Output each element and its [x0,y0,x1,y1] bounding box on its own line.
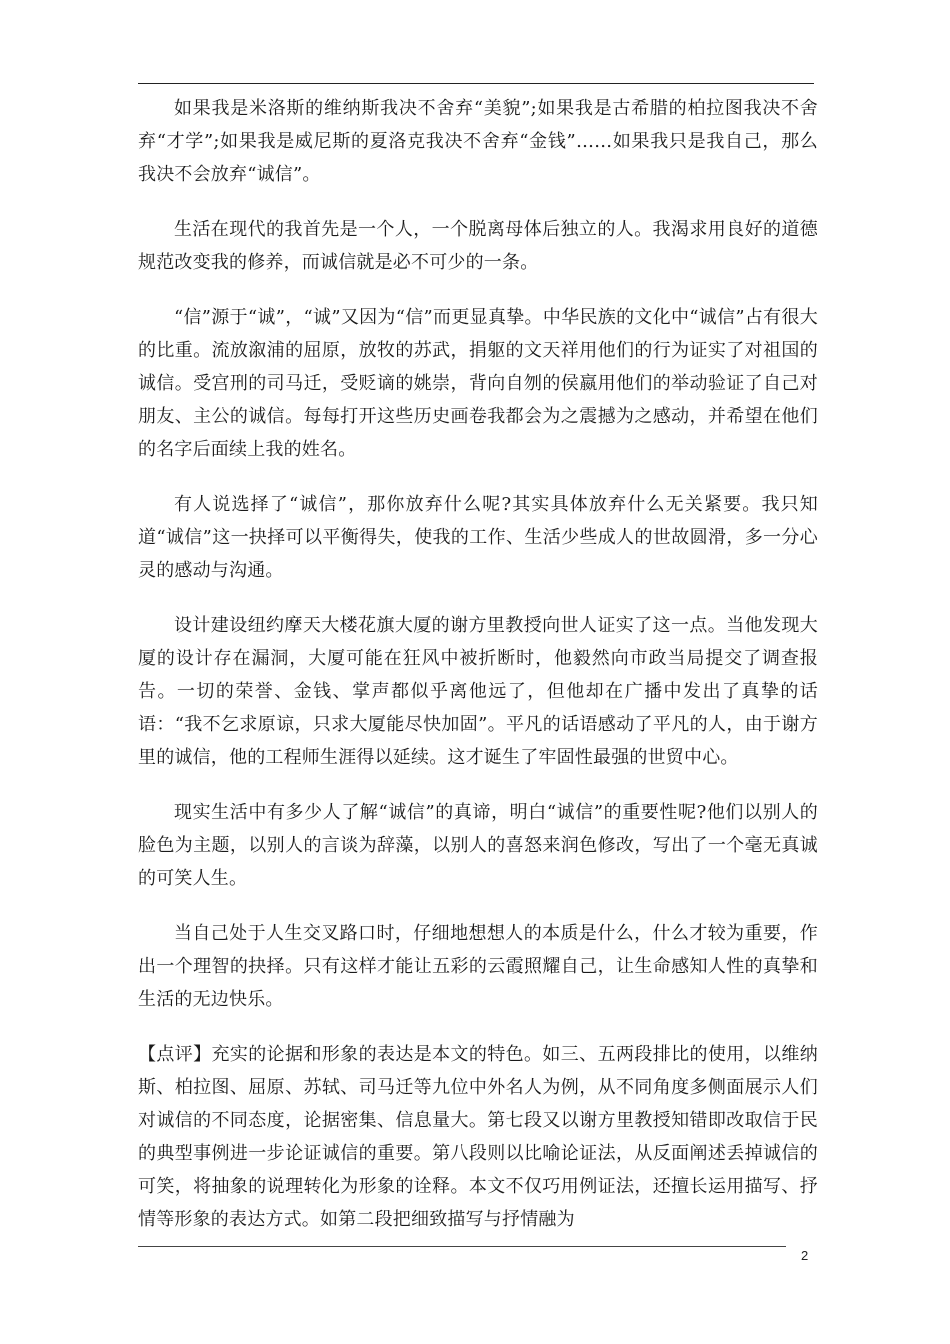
paragraph-1: 如果我是米洛斯的维纳斯我决不舍弃“美貌”;如果我是古希腊的柏拉图我决不舍弃“才学”;如果我是威尼斯的夏洛克我决不舍弃“金钱”……如果我只是我自己，那么我决不会放弃“诚信”。 [138,98,818,185]
paragraph-5: 设计建设纽约摩天大楼花旗大厦的谢方里教授向世人证实了这一点。当他发现大厦的设计存在漏洞，大厦可能在狂风中被折断时，他毅然向市政当局提交了调查报告。一切的荣誉、金钱、掌声都似乎离他远了，但他却在广播中发出了真挚的话语：“我不乞求原谅，只求大厦能尽快加固”。平凡的话语感动了平凡的人，由于谢方里的诚信，他的工程师生涯得以延续。这才诞生了牢固性最强的世贸中心。 [138,615,818,768]
paragraph-3: “信”源于“诚”，“诚”又因为“信”而更显真挚。中华民族的文化中“诚信”占有很大的比重。流放溆浦的屈原，放牧的苏武，捐躯的文天祥用他们的行为证实了对祖国的诚信。受宫刑的司马迁，受贬谪的姚崇，背向自刎的侯嬴用他们的举动验证了自己对朋友、主公的诚信。每每打开这些历史画卷我都会为之震撼为之感动，并希望在他们的名字后面续上我的姓名。 [138,307,818,460]
document-body [138,92,818,1258]
page-number: 2 [801,1248,809,1263]
review-paragraph [138,1038,818,1236]
paragraph-2: 生活在现代的我首先是一个人，一个脱离母体后独立的人。我渴求用良好的道德规范改变我的修养，而诚信就是必不可少的一条。 [138,219,818,273]
footer-rule [138,1246,786,1247]
paragraph-7: 当自己处于人生交叉路口时，仔细地想想人的本质是什么，什么才较为重要，作出一个理智的抉择。只有这样才能让五彩的云霞照耀自己，让生命感知人性的真挚和生活的无边快乐。 [138,923,818,1010]
review-tag: 【点评】 [138,1044,212,1065]
paragraph-6: 现实生活中有多少人了解“诚信”的真谛，明白“诚信”的重要性呢?他们以别人的脸色为主题，以别人的言谈为辞藻，以别人的喜怒来润色修改，写出了一个毫无真诚的可笑人生。 [138,802,818,889]
review-text: 充实的论据和形象的表达是本文的特色。如三、五两段排比的使用，以维纳斯、柏拉图、屈原、苏轼、司马迁等九位中外名人为例，从不同角度多侧面展示人们对诚信的不同态度，论据密集、信息量大。第七段又以谢方里教授知错即改取信于民的典型事例进一步论证诚信的重要。第八段则以比喻论证法，从反面阐述丢掉诚信的可笑，将抽象的说理转化为形象的诠释。本文不仅巧用例证法，还擅长运用描写、抒情等形象的表达方式。如第二段把细致描写与抒情融为 [138,1044,818,1230]
header-rule [138,83,814,84]
paragraph-4: 有人说选择了“诚信”，那你放弃什么呢?其实具体放弃什么无关紧要。我只知道“诚信”这一抉择可以平衡得失，使我的工作、生活少些成人的世故圆滑，多一分心灵的感动与沟通。 [138,494,818,581]
